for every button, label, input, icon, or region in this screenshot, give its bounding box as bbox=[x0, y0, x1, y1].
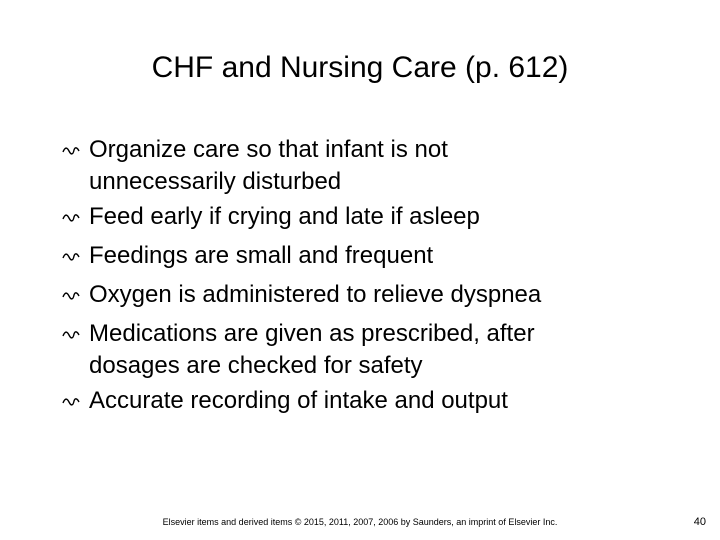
wave-bullet-icon bbox=[62, 330, 80, 339]
wave-bullet-icon bbox=[62, 252, 80, 261]
wave-bullet-icon bbox=[62, 213, 80, 222]
bullet-text-line-1: Medications are given as prescribed, after bbox=[89, 320, 535, 347]
slide-title: CHF and Nursing Care (p. 612) bbox=[151, 51, 569, 84]
bullet-text: Oxygen is administered to relieve dyspnea bbox=[89, 281, 542, 308]
bullet-text: Feed early if crying and late if asleep bbox=[89, 203, 480, 230]
wave-bullet-icon bbox=[62, 291, 80, 300]
bullet-text-line-1: Organize care so that infant is not bbox=[89, 136, 448, 163]
bullet-text-line-2: unnecessarily disturbed bbox=[89, 168, 342, 195]
bullet-list bbox=[62, 134, 682, 424]
bullet-text: Feedings are small and frequent bbox=[89, 242, 434, 269]
bullet-item bbox=[62, 134, 682, 198]
page-number: 40 bbox=[693, 516, 706, 528]
bullet-text: Accurate recording of intake and output bbox=[89, 387, 508, 414]
footer-copyright: Elsevier items and derived items © 2015, 2011, 2007, 2006 by Saunders, an imprint of Elsevier Inc. bbox=[162, 517, 558, 527]
wave-bullet-icon bbox=[62, 397, 80, 406]
bullet-item bbox=[62, 385, 682, 417]
bullet-item bbox=[62, 201, 682, 233]
bullet-item bbox=[62, 318, 682, 382]
wave-bullet-icon bbox=[62, 146, 80, 155]
bullet-text-line-2: dosages are checked for safety bbox=[89, 352, 423, 379]
bullet-item bbox=[62, 279, 682, 311]
bullet-item bbox=[62, 240, 682, 272]
